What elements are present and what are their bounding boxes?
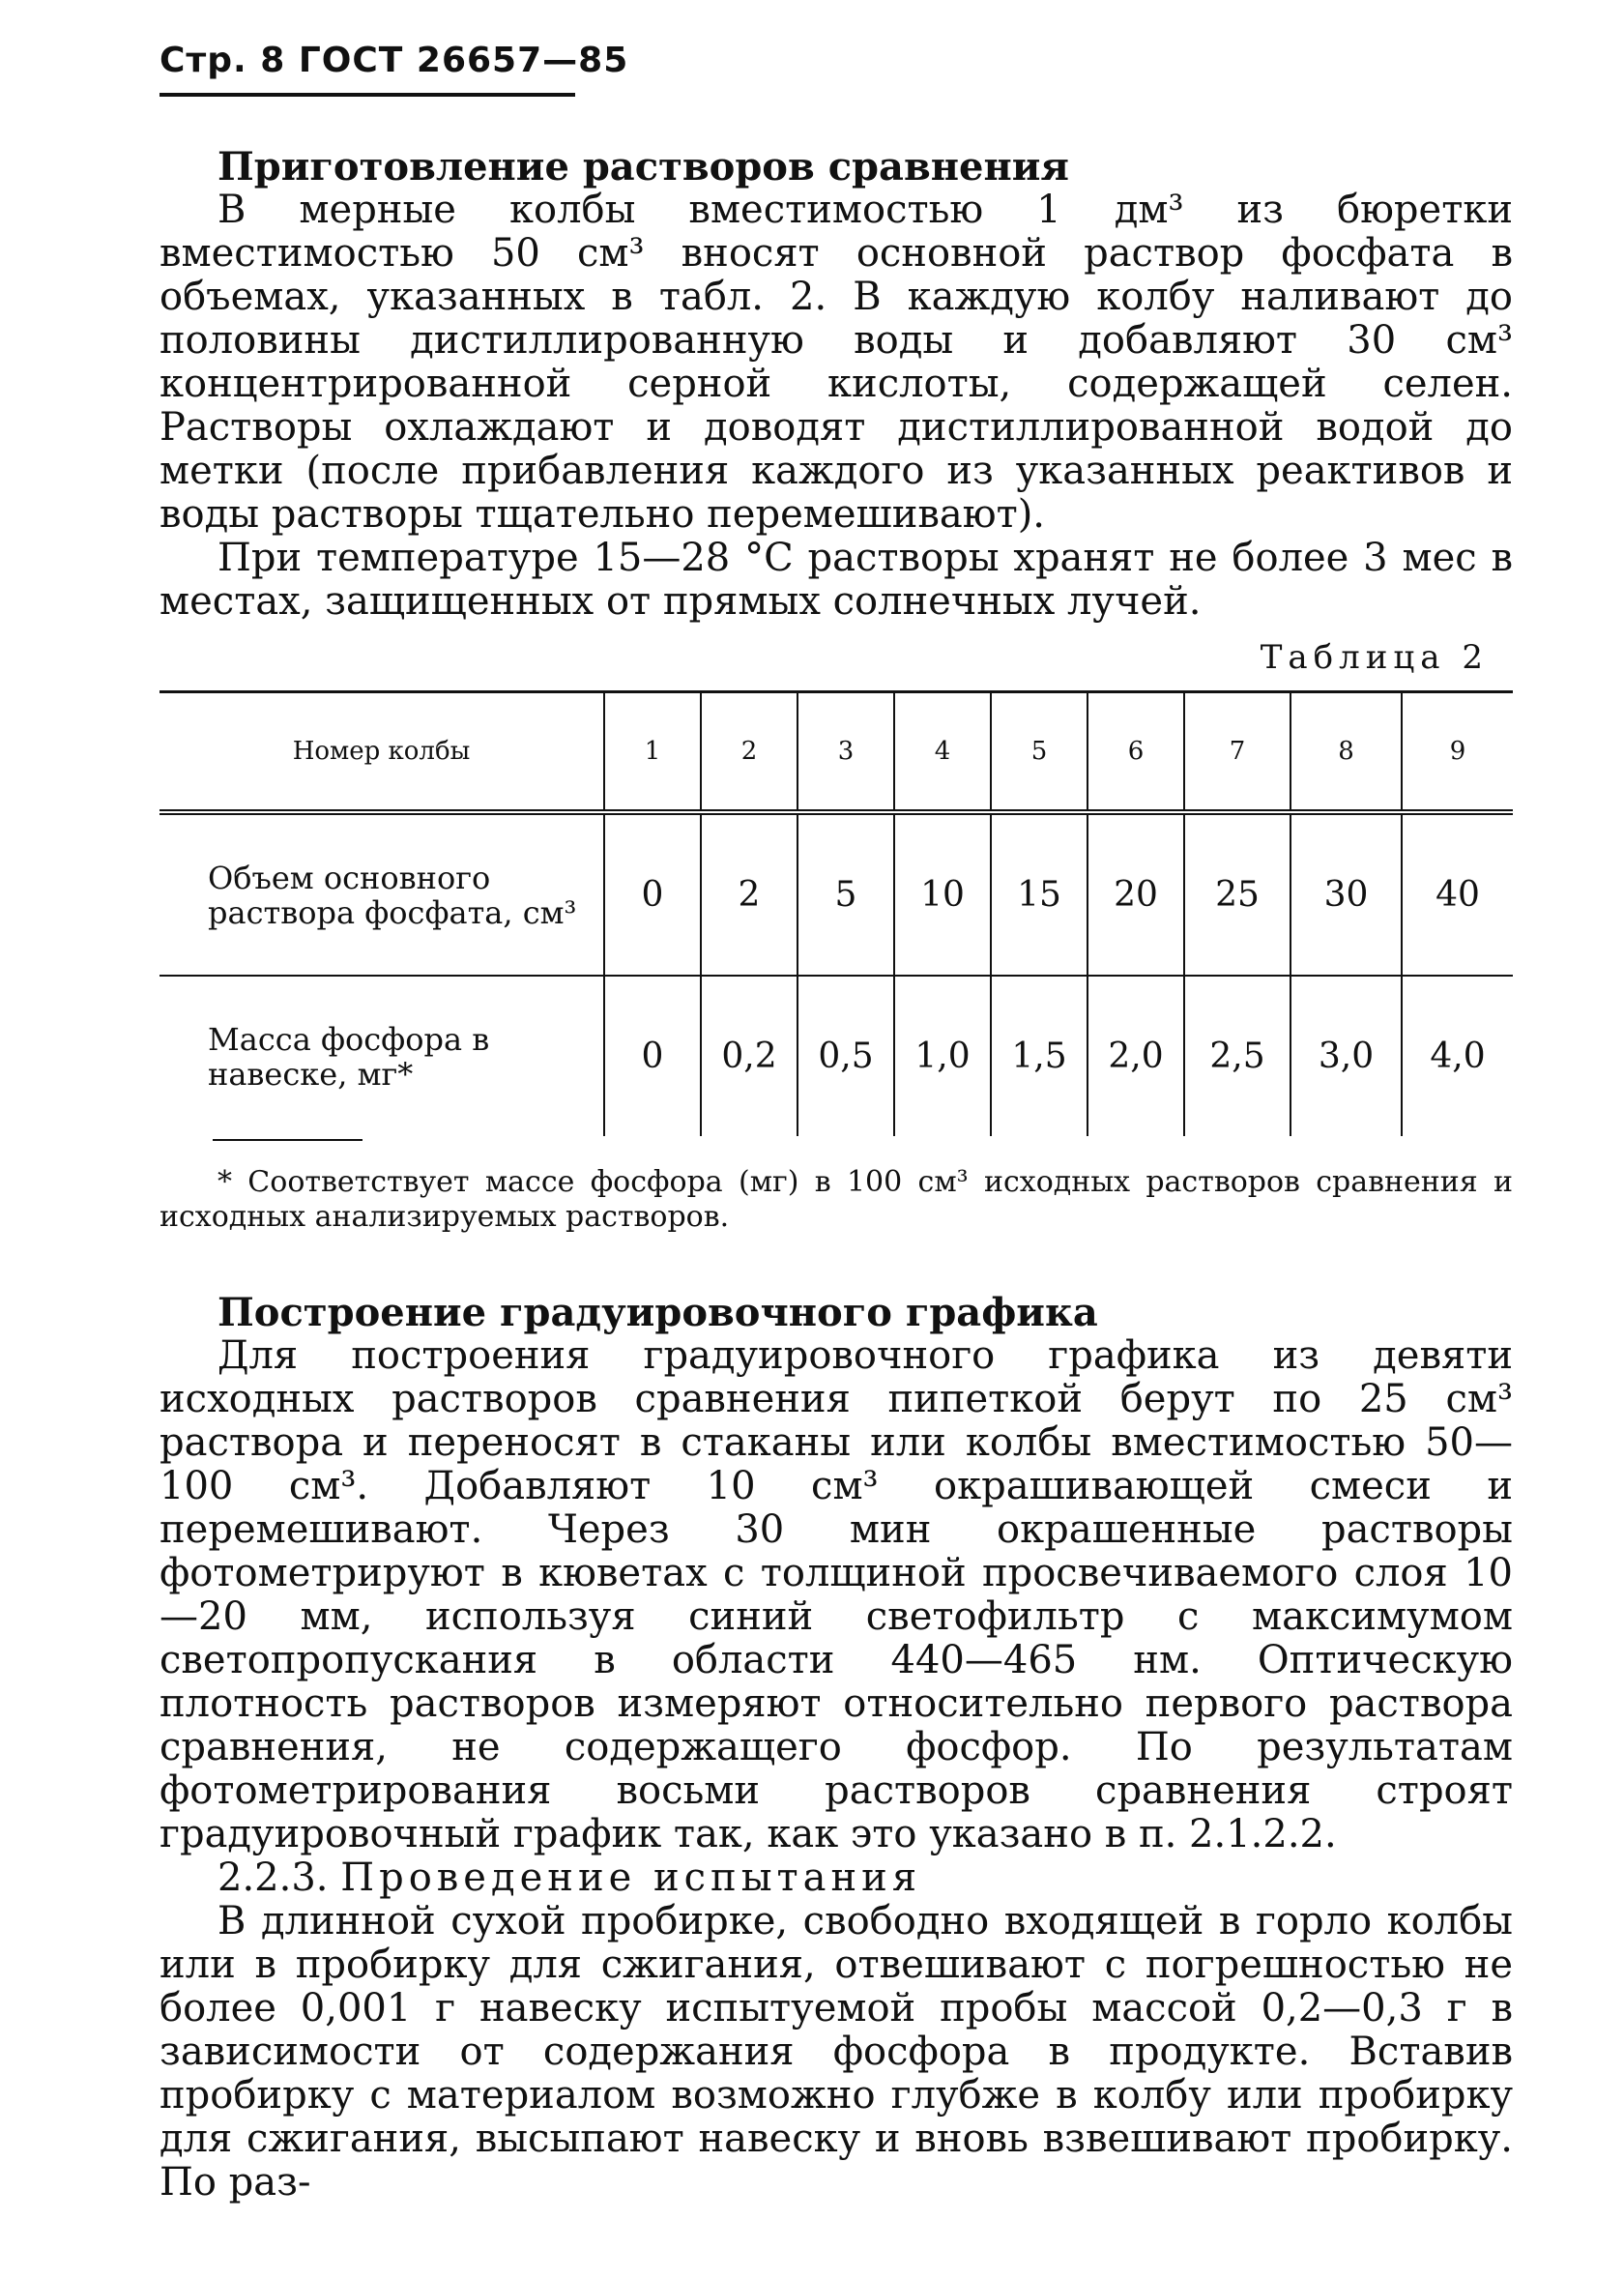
table-cell: 30 bbox=[1290, 812, 1402, 976]
table-row bbox=[160, 976, 1513, 1136]
table-caption: Таблица 2 bbox=[1260, 638, 1489, 677]
section-heading: Построение градуировочного графика bbox=[218, 1290, 1098, 1335]
footnote-rule bbox=[213, 1139, 362, 1141]
column-header: 5 bbox=[991, 692, 1088, 813]
column-header: 6 bbox=[1088, 692, 1184, 813]
paragraph: В длинной сухой пробирке, свободно входящей в горло колбы или в пробирку для сжигания, отвешивают с погрешностью не более 0,001 г навеску испытуемой пробы массой 0,2—0,3 г в зависимости от содержания фосфора в продукте. Вставив пробирку с материалом возможно глубже в колбу или пробирку для сжигания, высыпают навеску и вновь взвешивают пробирку. По раз- bbox=[160, 1899, 1513, 2205]
table-cell: 20 bbox=[1088, 812, 1184, 976]
paragraph: При температуре 15—28 °С растворы хранят не более 3 мес в местах, защищенных от прямых солнечных лучей. bbox=[160, 536, 1513, 624]
paragraph: В мерные колбы вместимостью 1 дм³ из бюретки вместимостью 50 см³ вносят основной раствор фосфата в объемах, указанных в табл. 2. В каждую колбу наливают до половины дистиллированную воды и добавляют 30 см³ концентрированной серной кислоты, содержащей селен. Растворы охлаждают и доводят дистиллированной водой до метки (после прибавления каждого из указанных реактивов и воды растворы тщательно перемешивают). bbox=[160, 188, 1513, 537]
table-row bbox=[160, 812, 1513, 976]
column-header: 3 bbox=[798, 692, 894, 813]
section-heading: Приготовление растворов сравнения bbox=[218, 144, 1069, 190]
footnote: * Соответствует массе фосфора (мг) в 100 см³ исходных растворов сравнения и исходных анализируемых растворов. bbox=[160, 1165, 1513, 1234]
column-header: 2 bbox=[701, 692, 798, 813]
table-cell: 25 bbox=[1184, 812, 1290, 976]
column-header: 7 bbox=[1184, 692, 1290, 813]
subsection-title: Проведение испытания bbox=[340, 1855, 922, 1900]
table-cell: 40 bbox=[1402, 812, 1513, 976]
table-cell: 2,0 bbox=[1088, 976, 1184, 1136]
subsection-number: 2.2.3. bbox=[218, 1855, 329, 1900]
header-rule bbox=[160, 93, 575, 97]
table-cell: 4,0 bbox=[1402, 976, 1513, 1136]
data-table bbox=[160, 690, 1513, 1136]
table-cell: 3,0 bbox=[1290, 976, 1402, 1136]
table-cell: 0 bbox=[604, 976, 701, 1136]
table-cell: 15 bbox=[991, 812, 1088, 976]
table-cell: 2 bbox=[701, 812, 798, 976]
column-header: 8 bbox=[1290, 692, 1402, 813]
table-cell: 1,5 bbox=[991, 976, 1088, 1136]
table-cell: 5 bbox=[798, 812, 894, 976]
row-label: Объем основного раствора фосфата, см³ bbox=[160, 812, 604, 976]
table-cell: 2,5 bbox=[1184, 976, 1290, 1136]
table-header-row bbox=[160, 692, 1513, 813]
table-cell: 0,2 bbox=[701, 976, 798, 1136]
section-calibration bbox=[160, 1291, 1513, 2205]
column-header: 9 bbox=[1402, 692, 1513, 813]
subsection-heading bbox=[160, 1856, 1513, 1900]
table-cell: 0 bbox=[604, 812, 701, 976]
column-header: 1 bbox=[604, 692, 701, 813]
table-cell: 0,5 bbox=[798, 976, 894, 1136]
table-cell: 10 bbox=[894, 812, 991, 976]
running-head: Стр. 8 ГОСТ 26657—85 bbox=[160, 41, 629, 80]
section-preparation bbox=[160, 145, 1513, 624]
paragraph: Для построения градуировочного графика из девяти исходных растворов сравнения пипеткой берут по 25 см³ раствора и переносят в стаканы или колбы вместимостью 50—100 см³. Добавляют 10 см³ окрашивающей смеси и перемешивают. Через 30 мин окрашенные растворы фотометрируют в кюветах с толщиной просвечиваемого слоя 10—20 мм, используя синий светофильтр с максимумом светопропускания в области 440—465 нм. Оптическую плотность растворов измеряют относительно первого раствора сравнения, не содержащего фосфор. По результатам фотометрирования восьми растворов сравнения строят градуировочный график так, как это указано в п. 2.1.2.2. bbox=[160, 1333, 1513, 1856]
column-header: 4 bbox=[894, 692, 991, 813]
table-header-label: Номер колбы bbox=[160, 692, 604, 813]
table-cell: 1,0 bbox=[894, 976, 991, 1136]
row-label: Масса фосфора в навеске, мг* bbox=[208, 1020, 490, 1093]
